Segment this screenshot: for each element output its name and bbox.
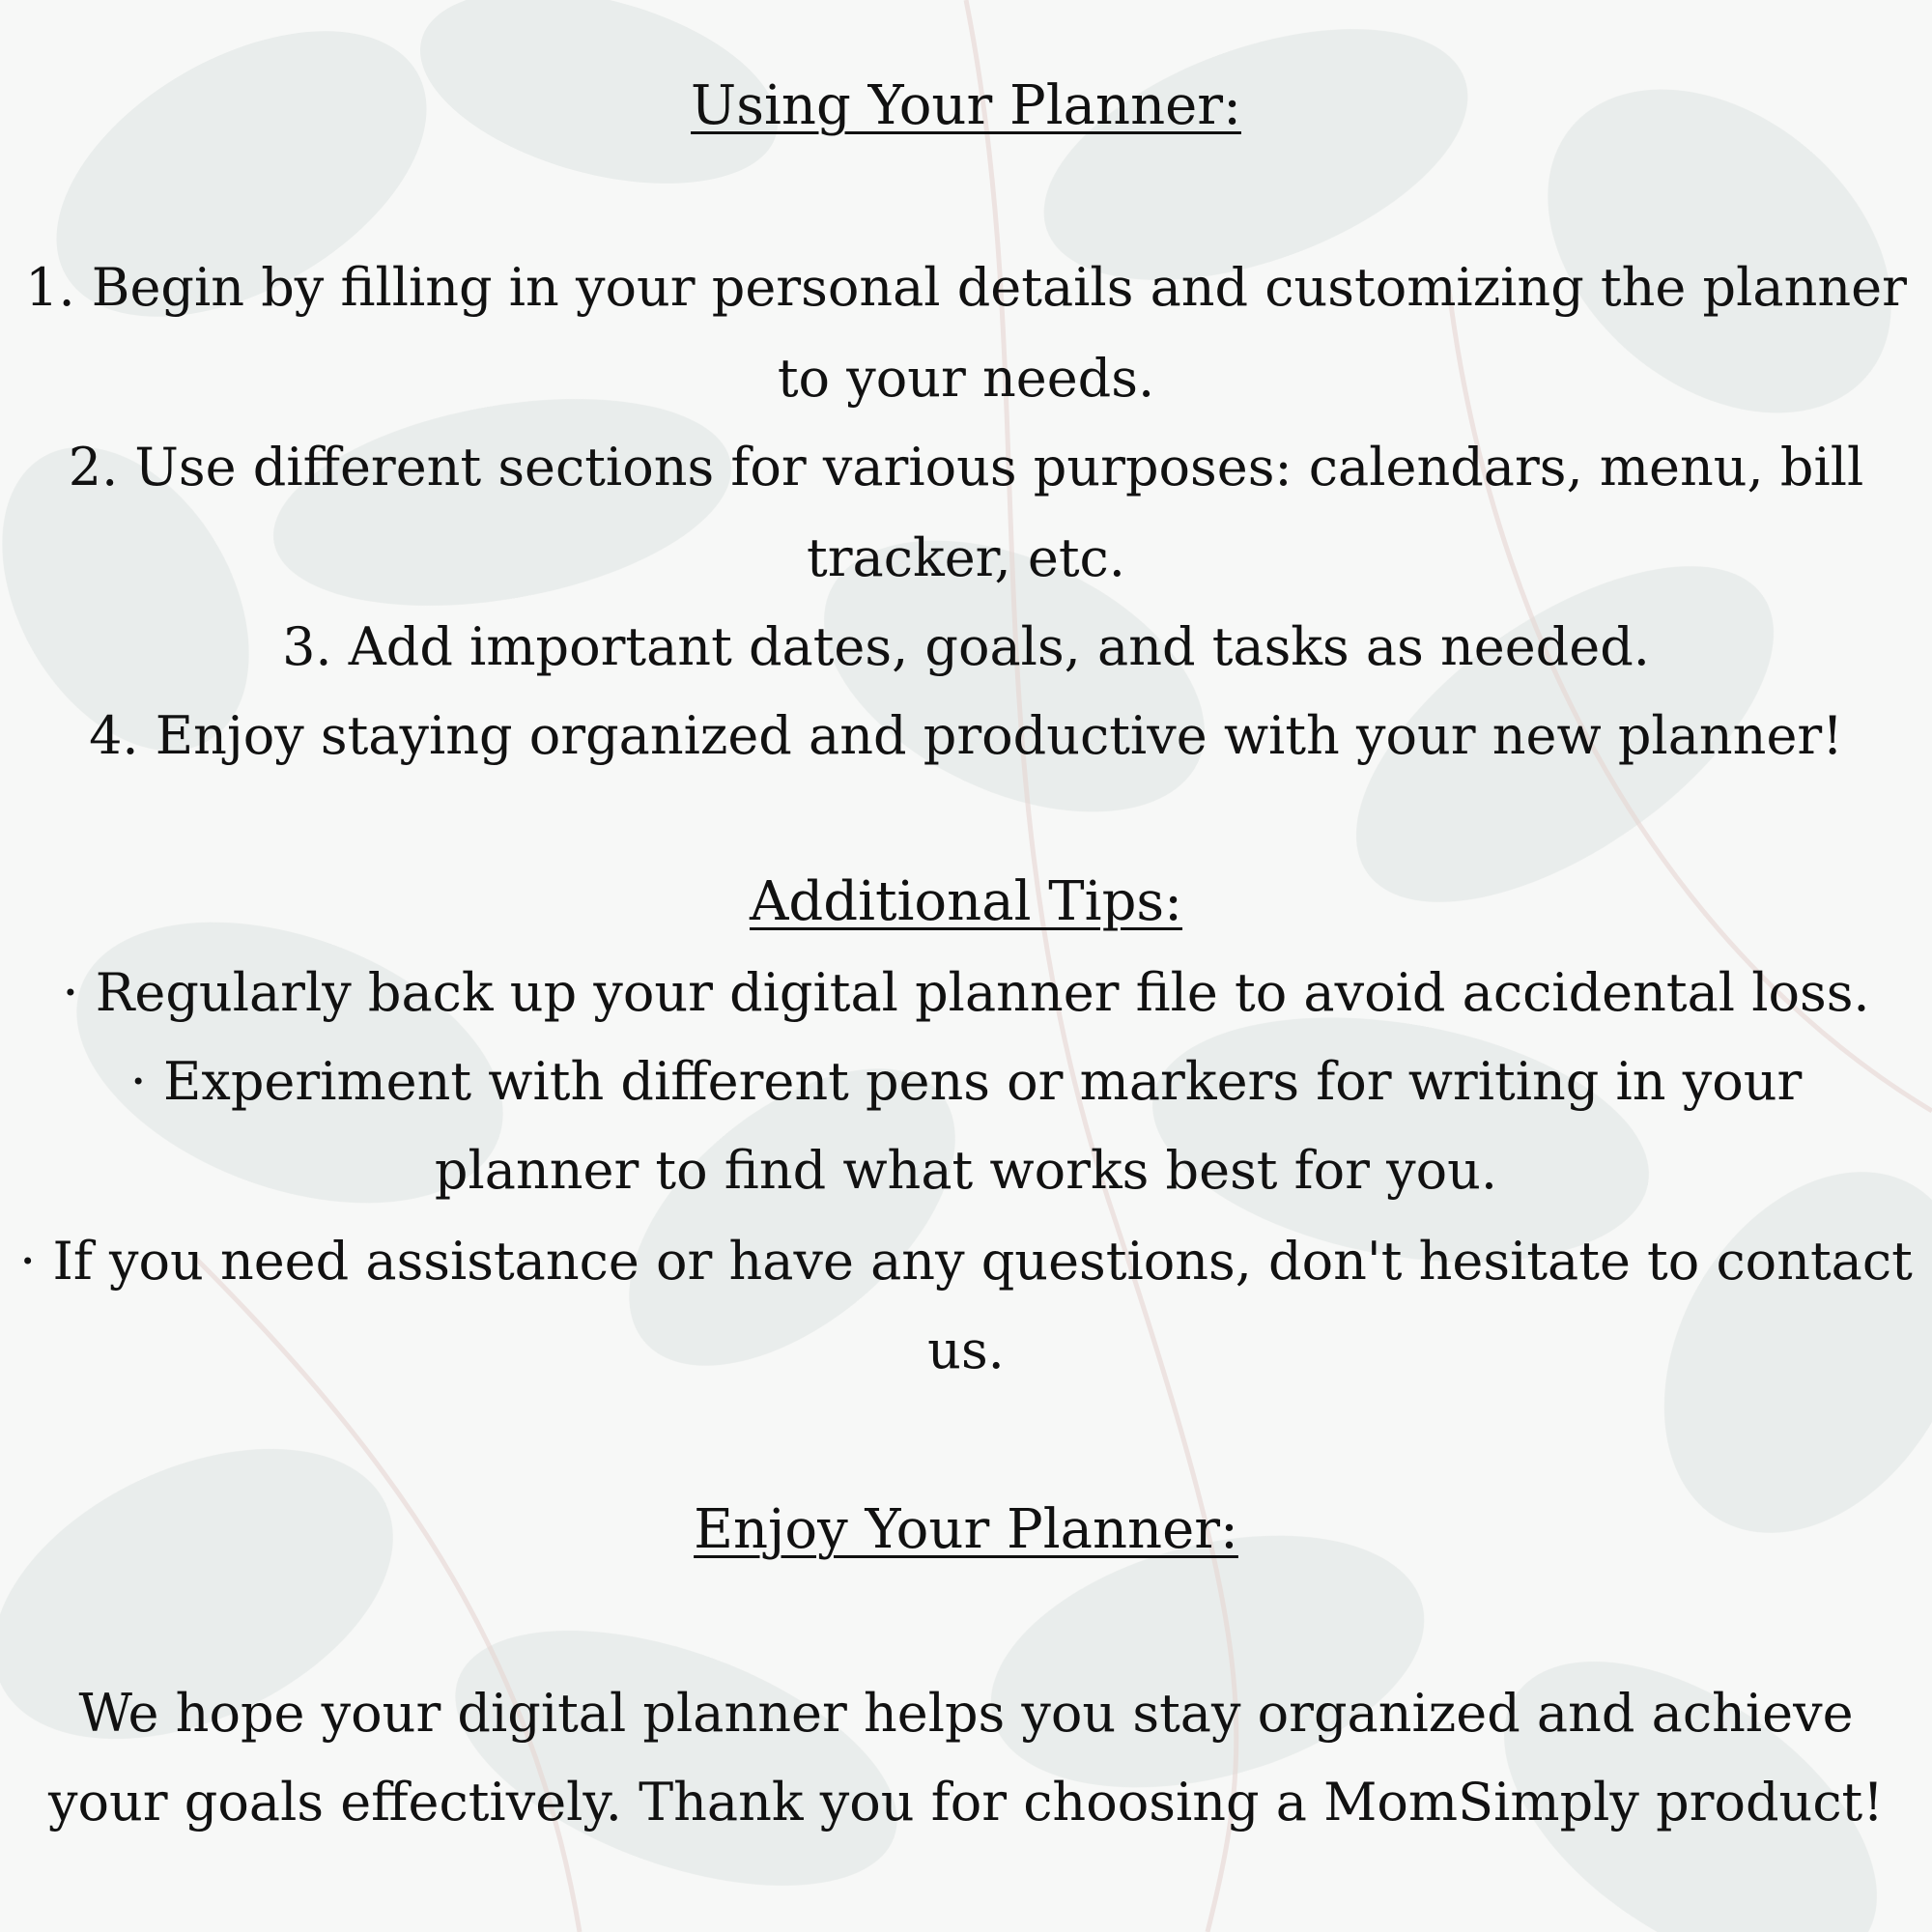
using-planner-heading: Using Your Planner: <box>691 74 1241 137</box>
using-line-1: 1. Begin by filling in your personal details and customizing the planner <box>25 257 1907 318</box>
using-line-5: 3. Add important dates, goals, and tasks as needed. <box>282 616 1650 677</box>
using-line-3: 2. Use different sections for various purposes: calendars, menu, bill <box>68 437 1864 497</box>
tip-line-3: planner to find what works best for you. <box>434 1140 1498 1201</box>
using-line-6: 4. Enjoy staying organized and productive with your new planner! <box>89 705 1843 766</box>
tip-line-4: · If you need assistance or have any questions, don't hesitate to contact <box>19 1231 1913 1292</box>
using-line-4: tracker, etc. <box>807 527 1125 588</box>
enjoy-planner-heading: Enjoy Your Planner: <box>694 1498 1238 1561</box>
tip-line-5: us. <box>927 1320 1005 1380</box>
additional-tips-heading: Additional Tips: <box>749 870 1183 933</box>
tip-line-2: · Experiment with different pens or markers for writing in your <box>129 1051 1803 1112</box>
using-line-2: to your needs. <box>777 348 1155 409</box>
closing-line-2: your goals effectively. Thank you for choosing a MomSimply product! <box>48 1772 1884 1833</box>
tip-line-1: · Regularly back up your digital planner file to avoid accidental loss. <box>62 962 1870 1023</box>
closing-line-1: We hope your digital planner helps you stay organized and achieve <box>78 1683 1854 1744</box>
